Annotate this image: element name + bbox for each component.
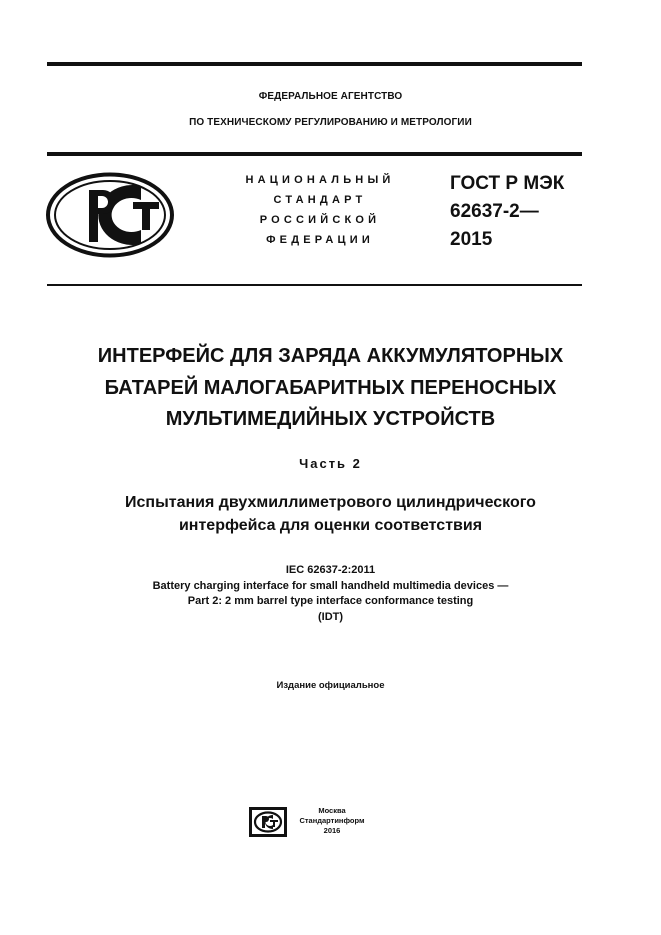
subtitle-line-1: Испытания двухмиллиметрового цилиндрического (125, 494, 536, 511)
subtitle-line-2: интерфейса для оценки соответствия (178, 517, 483, 534)
top-rule (47, 62, 582, 66)
national-standard-line-4: ФЕДЕРАЦИИ (266, 234, 374, 246)
national-standard-line-3: РОССИЙСКОЙ (259, 214, 381, 226)
header-rule (47, 152, 582, 156)
iec-line-1: IEC 62637-2:2011 (285, 564, 376, 576)
publisher-name: Стандартинформ (299, 816, 365, 825)
national-standard-line-2: СТАНДАРТ (273, 194, 367, 206)
iec-line-3: Part 2: 2 mm barrel type interface conformance testing (187, 595, 474, 607)
document-title (0, 341, 661, 436)
part-label: Часть 2 (299, 456, 362, 471)
iec-line-4: (IDT) (317, 610, 344, 623)
iec-reference (0, 563, 661, 625)
iec-line-2: Battery charging interface for small handheld multimedia devices — (152, 579, 509, 592)
agency-line-2: ПО ТЕХНИЧЕСКОМУ РЕГУЛИРОВАНИЮ И МЕТРОЛОГИИ (189, 117, 472, 128)
national-standard-label (224, 170, 416, 250)
gost-r-logo-icon (45, 172, 175, 258)
publisher-city: Москва (318, 806, 346, 815)
publisher-info (292, 806, 372, 836)
national-standard-line-1: НАЦИОНАЛЬНЫЙ (245, 174, 395, 186)
designation-line-1: ГОСТ Р МЭК (450, 173, 565, 194)
title-line-3: МУЛЬТИМЕДИЙНЫХ УСТРОЙСТВ (165, 408, 496, 430)
title-line-1: ИНТЕРФЕЙС ДЛЯ ЗАРЯДА АККУМУЛЯТОРНЫХ (97, 345, 564, 367)
designation-line-3: 2015 (450, 229, 493, 250)
designation-line-2: 62637-2— (450, 201, 539, 222)
document-subtitle (0, 491, 661, 537)
edition-label: Издание официальное (276, 680, 385, 691)
publisher-year: 2016 (323, 826, 341, 835)
standartinform-logo-icon (249, 807, 287, 837)
title-line-2: БАТАРЕЙ МАЛОГАБАРИТНЫХ ПЕРЕНОСНЫХ (104, 376, 557, 399)
designation-rule (47, 284, 582, 286)
agency-line-1: ФЕДЕРАЛЬНОЕ АГЕНТСТВО (258, 91, 403, 102)
standard-designation (450, 170, 590, 254)
